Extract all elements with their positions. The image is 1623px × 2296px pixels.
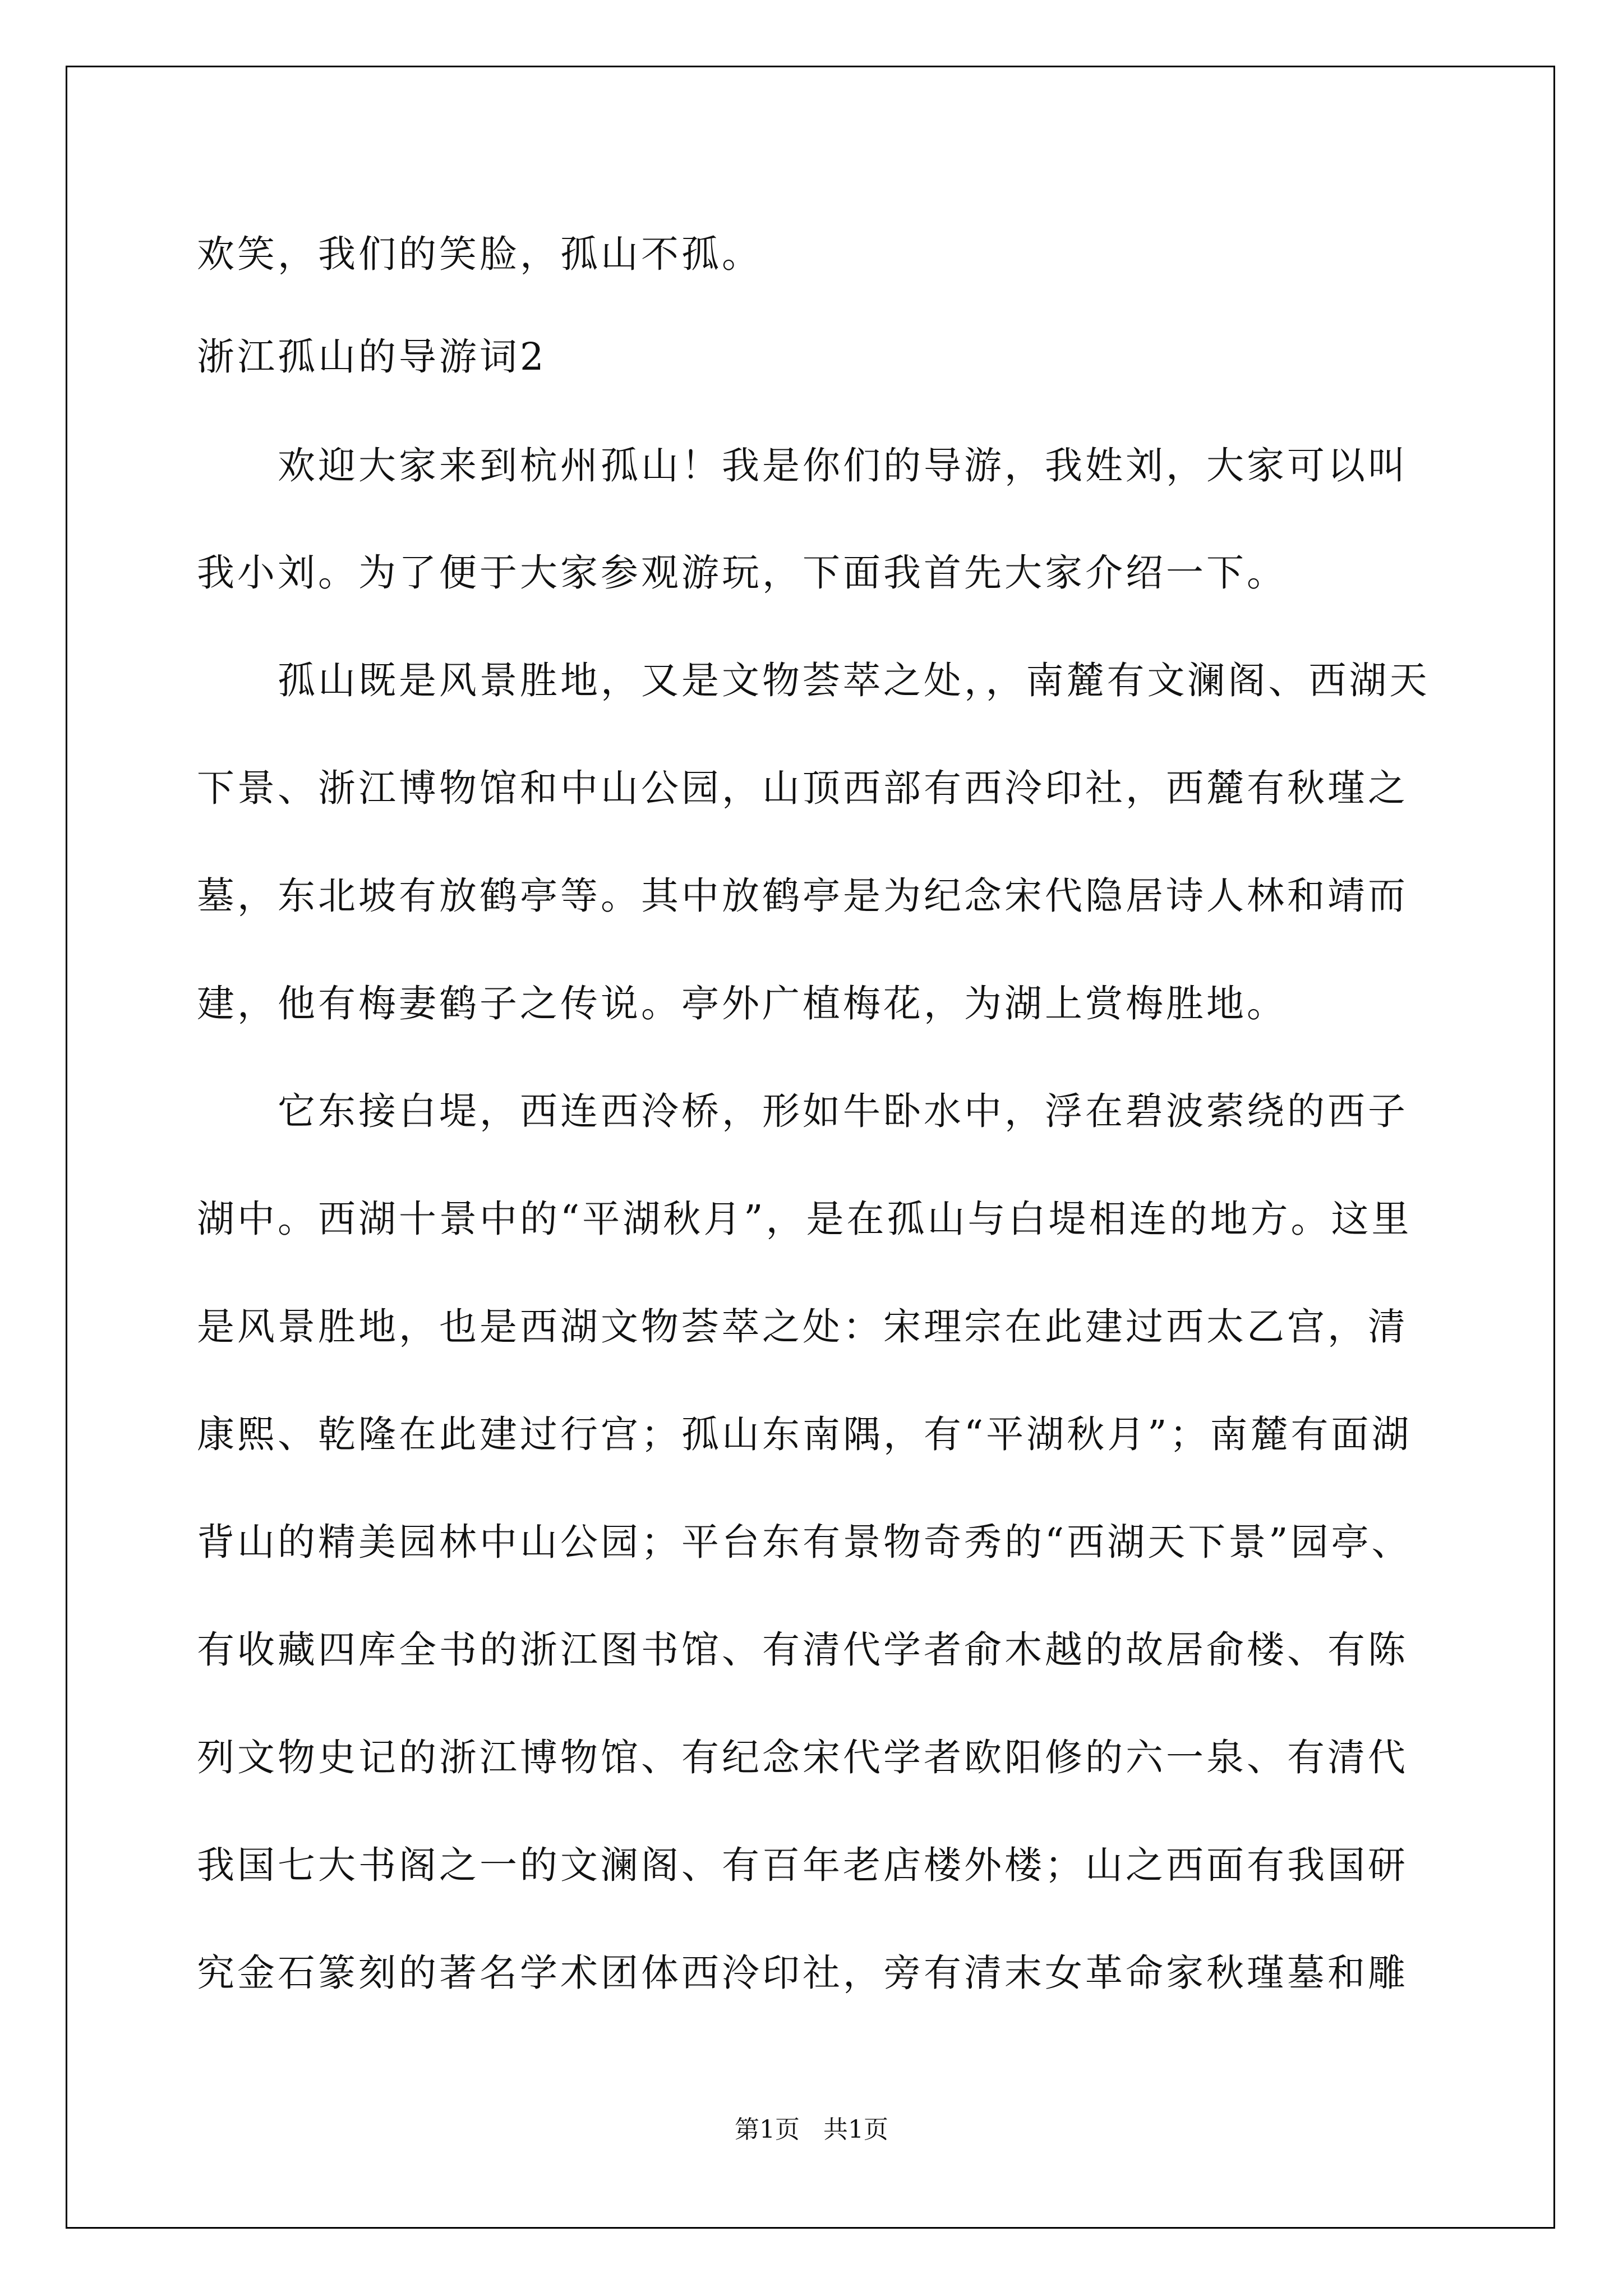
page-number: 第1页	[735, 2115, 800, 2144]
page-footer	[0, 2109, 1623, 2145]
text-line: 欢笑，我们的笑脸，孤山不孤。	[197, 232, 762, 276]
text-line: 我小刘。为了便于大家参观游玩，下面我首先大家介绍一下。	[197, 551, 1287, 595]
text-line: 列文物史记的浙江博物馆、有纪念宋代学者欧阳修的六一泉、有清代	[197, 1736, 1408, 1779]
section-heading: 浙江孤山的导游词2	[197, 335, 547, 379]
page-border	[66, 66, 1555, 2229]
text-line: 墓，东北坡有放鹤亭等。其中放鹤亭是为纪念宋代隐居诗人林和靖而	[197, 874, 1408, 918]
text-line: 建，他有梅妻鹤子之传说。亭外广植梅花，为湖上赏梅胜地。	[197, 982, 1287, 1025]
text-line: 孤山既是风景胜地，又是文物荟萃之处，，南麓有文澜阁、西湖天	[197, 659, 1430, 702]
text-line: 它东接白堤，西连西泠桥，形如牛卧水中，浮在碧波萦绕的西子	[197, 1089, 1408, 1133]
text-line: 背山的精美园林中山公园；平台东有景物奇秀的“西湖天下景”园亭、	[197, 1520, 1412, 1564]
text-line: 我国七大书阁之一的文澜阁、有百年老店楼外楼；山之西面有我国研	[197, 1843, 1408, 1887]
text-line: 湖中。西湖十景中的“平湖秋月”，是在孤山与白堤相连的地方。这里	[197, 1197, 1412, 1241]
text-line: 康熙、乾隆在此建过行宫；孤山东南隅，有“平湖秋月”；南麓有面湖	[197, 1412, 1412, 1456]
text-line: 究金石篆刻的著名学术团体西泠印社，旁有清末女革命家秋瑾墓和雕	[197, 1951, 1408, 1995]
text-line: 是风景胜地，也是西湖文物荟萃之处：宋理宗在此建过西太乙宫，清	[197, 1305, 1408, 1349]
text-line: 有收藏四库全书的浙江图书馆、有清代学者俞木越的故居俞楼、有陈	[197, 1628, 1408, 1672]
page-total: 共1页	[823, 2115, 888, 2144]
text-line: 下景、浙江博物馆和中山公园，山顶西部有西泠印社，西麓有秋瑾之	[197, 766, 1408, 810]
text-line: 欢迎大家来到杭州孤山！我是你们的导游，我姓刘，大家可以叫	[197, 444, 1408, 487]
